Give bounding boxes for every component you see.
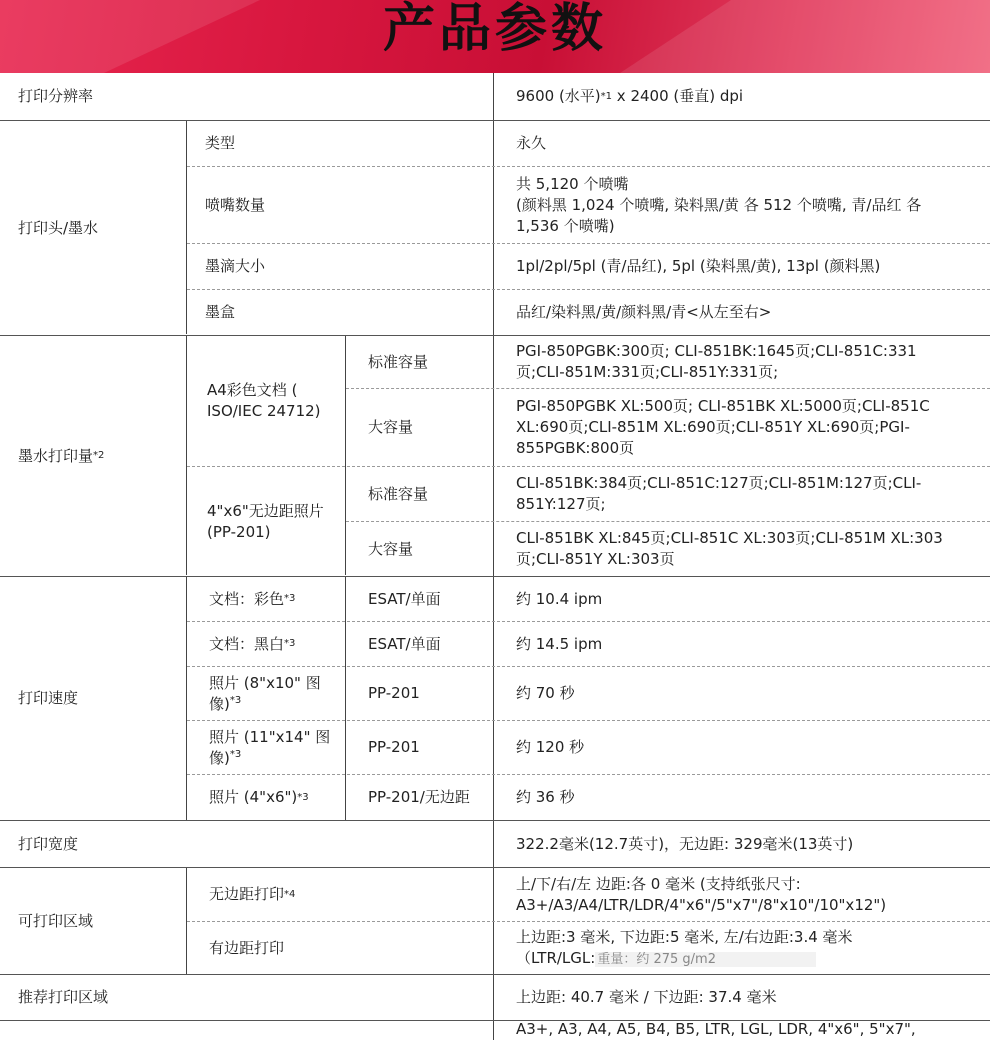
photo-yield-line: 4"x6"无边距照片 [207, 501, 324, 520]
area-line: A3+/A3/A4/LTR/LDR/4"x6"/5"x7"/8"x10"/10"x12") [516, 895, 887, 914]
large-capacity-label: 大容量 [368, 539, 414, 558]
speed-photo-4x6-label: 照片 (4"x6") *3 [209, 788, 309, 806]
speed-label-text: 文档：黑白 [209, 634, 285, 653]
nozzle-line: 共 5,120 个喷嘴 [516, 174, 629, 193]
nozzle-line: 1,536 个喷嘴) [516, 216, 615, 235]
row-label-ink-yield: 墨水打印量 *2 [18, 446, 105, 465]
speed-mode: PP-201 [368, 684, 420, 702]
row-label-printable-area: 可打印区域 [18, 911, 94, 930]
a4-doc-label [187, 336, 345, 466]
bordered-label: 有边距打印 [209, 938, 285, 957]
std-capacity-label: 标准容量 [368, 484, 429, 503]
yield-line: CLI-851BK XL:845页;CLI-851C XL:303页;CLI-851M XL:303 [516, 529, 943, 547]
speed-label-text: 照片 (4"x6") [209, 788, 298, 806]
cartridge-value: 品红/染料黑/黄/颜料黑/青<从左至右> [516, 303, 772, 321]
nozzle-line: (颜料黑 1,024 个喷嘴, 染料黑/黄 各 512 个喷嘴, 青/品红 各 [516, 195, 922, 214]
speed-mode: ESAT/单面 [368, 634, 441, 653]
speed-color-doc-label: 文档：彩色 *3 [209, 589, 296, 608]
photo-yield-line: (PP-201) [207, 522, 271, 541]
page-title: 产品参数 [382, 0, 607, 59]
speed-label-text: 照片 (11"x14" 图 [209, 727, 331, 746]
nozzle-label: 喷嘴数量 [205, 195, 266, 214]
yield-line: 851Y:127页; [516, 495, 606, 513]
area-line: 上边距:3 毫米, 下边距:5 毫米, 左/右边距:3.4 毫米 [516, 927, 853, 946]
photo-large-value [494, 522, 990, 576]
yield-line: 855PGBK:800页 [516, 439, 635, 457]
row-label-printhead: 打印头/墨水 [18, 218, 99, 237]
cartridge-label: 墨盒 [205, 303, 236, 321]
speed-photo-8x10-label [187, 667, 345, 720]
speed-bw-doc-label: 文档：黑白 *3 [209, 634, 296, 653]
speed-label-text: 像) [209, 694, 230, 713]
yield-line: 页;CLI-851M:331页;CLI-851Y:331页; [516, 363, 779, 381]
print-width-value: 322.2毫米(12.7英寸)，无边距: 329毫米(13英寸) [516, 834, 854, 853]
printhead-type-label: 类型 [205, 134, 236, 152]
yield-line: XL:690页;CLI-851M XL:690页;CLI-851Y XL:690页;PGI- [516, 418, 910, 436]
paper-size-value: A3+, A3, A4, A5, B4, B5, LTR, LGL, LDR, 4"x6", 5"x7", [516, 1021, 916, 1038]
borderless-value [494, 868, 990, 921]
resolution-value: 9600 (水平) [516, 87, 601, 105]
yield-line: CLI-851BK:384页;CLI-851C:127页;CLI-851M:127页;CLI- [516, 474, 922, 492]
row-label-print-width: 打印宽度 [18, 834, 79, 853]
droplet-value: 1pl/2pl/5pl (青/品红), 5pl (染料黑/黄), 13pl (颜料黑) [516, 257, 881, 275]
photo-std-value [494, 467, 990, 521]
speed-value: 约 120 秒 [516, 738, 585, 756]
a4-std-value [494, 336, 990, 388]
speed-value: 约 70 秒 [516, 684, 575, 702]
yield-line: PGI-850PGBK:300页; CLI-851BK:1645页;CLI-851C:331 [516, 342, 917, 360]
borderless-label-text: 无边距打印 [209, 885, 285, 903]
nozzle-value [494, 167, 990, 243]
a4-large-value [494, 389, 990, 466]
row-label-recommended-area: 推荐打印区域 [18, 988, 109, 1006]
resolution-value-tail: x 2400 (垂直) dpi [612, 87, 744, 105]
header-banner [0, 0, 990, 73]
footnote-mark: *3 [229, 694, 242, 706]
ink-yield-label: 墨水打印量 [18, 446, 94, 465]
speed-value: 约 14.5 ipm [516, 634, 603, 653]
printhead-type-value: 永久 [516, 134, 547, 152]
photo-yield-label [187, 467, 345, 576]
speed-photo-11x14-label [187, 721, 345, 774]
speed-value: 约 36 秒 [516, 788, 575, 806]
borderless-label: 无边距打印 *4 [209, 885, 296, 903]
area-line [516, 948, 816, 970]
speed-label-text: 像) [209, 748, 230, 767]
recommended-area-value: 上边距: 40.7 毫米 / 下边距: 37.4 毫米 [516, 988, 777, 1006]
footnote-mark: *3 [229, 748, 242, 760]
row-label-print-speed: 打印速度 [18, 689, 79, 707]
speed-mode: PP-201 [368, 738, 420, 756]
speed-mode: ESAT/单面 [368, 589, 441, 608]
speed-label-text: 文档：彩色 [209, 589, 285, 608]
area-line: 上/下/右/左 边距:各 0 毫米 (支持纸张尺寸: [516, 874, 801, 893]
speed-label-text: 照片 (8"x10" 图 [209, 673, 321, 692]
bordered-value [494, 922, 990, 974]
area-line-text: （LTR/LGL: [516, 948, 596, 967]
yield-line: PGI-850PGBK XL:500页; CLI-851BK XL:5000页;CLI-851C [516, 397, 930, 415]
speed-mode: PP-201/无边距 [368, 788, 470, 806]
droplet-label: 墨滴大小 [205, 257, 266, 275]
a4-doc-line: A4彩色文档 ( [207, 381, 298, 399]
a4-doc-line: ISO/IEC 24712) [207, 402, 321, 420]
yield-line: 页;CLI-851Y XL:303页 [516, 550, 675, 568]
large-capacity-label: 大容量 [368, 418, 414, 436]
row-value-resolution: 9600 (水平) *1 x 2400 (垂直) dpi [516, 87, 744, 105]
speed-value: 约 10.4 ipm [516, 589, 603, 608]
overlay-caption: 重量：约 275 g/m2 [595, 952, 816, 967]
std-capacity-label: 标准容量 [368, 352, 429, 371]
row-label-resolution: 打印分辨率 [18, 87, 94, 105]
